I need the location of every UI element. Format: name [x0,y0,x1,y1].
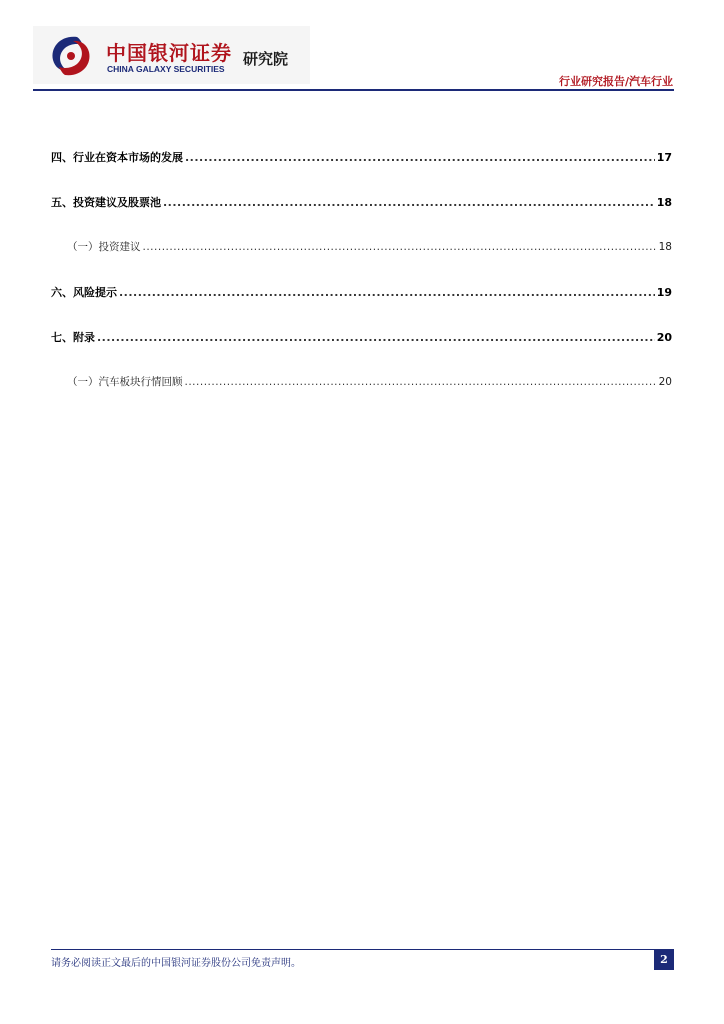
toc-leader-dots [119,286,655,299]
toc-entry-page: 17 [656,151,672,164]
toc-entry[interactable] [51,239,672,254]
toc-entry-title: 五、投资建议及股票池 [51,196,161,209]
toc-leader-dots [97,331,655,344]
toc-entry[interactable] [51,374,672,389]
toc-leader-dots [163,196,655,209]
toc-leader-dots [185,376,657,388]
table-of-contents [51,0,672,400]
toc-leader-dots [185,151,655,164]
toc-entry[interactable] [51,329,672,345]
toc-entry-page: 18 [658,241,672,253]
toc-entry[interactable] [51,284,672,300]
toc-entry-page: 19 [656,286,672,299]
logo-chinese-name: 中国银河证券 [106,41,232,65]
toc-entry[interactable] [51,194,672,210]
report-type-label: 行业研究报告/汽车行业 [558,75,673,88]
toc-entry-title: 四、行业在资本市场的发展 [51,151,183,164]
toc-entry[interactable] [51,149,672,165]
footer-disclaimer: 请务必阅读正文最后的中国银河证券股份公司免责声明。 [51,958,301,969]
logo-institute-label: 研究院 [243,50,289,68]
toc-entry-title: 七、附录 [51,331,95,344]
toc-entry-title: （一）汽车板块行情回顾 [67,376,183,388]
toc-leader-dots [143,241,657,253]
toc-entry-page: 20 [658,376,672,388]
toc-entry-title: （一）投资建议 [67,241,141,253]
footer-divider [51,949,674,950]
page-number: 2 [654,950,674,970]
logo-english-name: CHINA GALAXY SECURITIES [107,64,225,74]
toc-entry-page: 18 [656,196,672,209]
toc-entry-title: 六、风险提示 [51,286,117,299]
toc-entry-page: 20 [656,331,672,344]
